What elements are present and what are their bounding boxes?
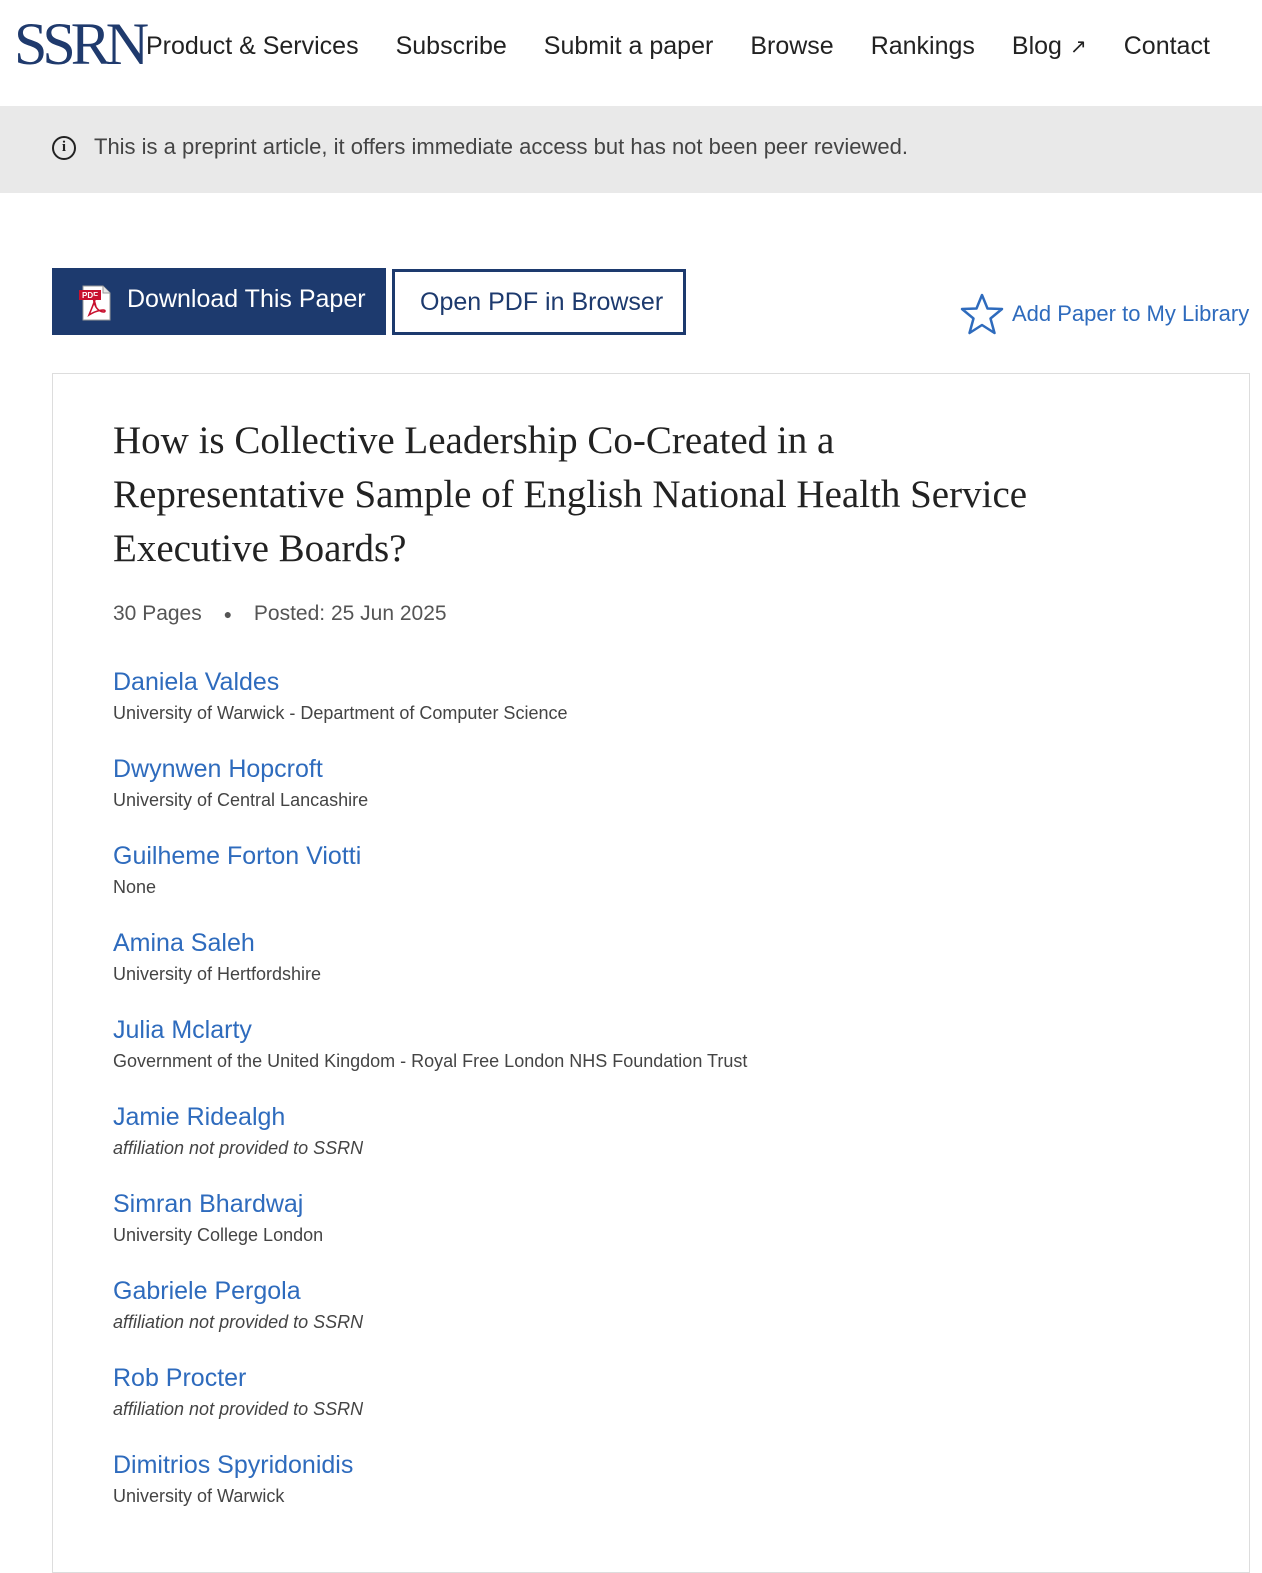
author-affiliation: University of Hertfordshire [113,964,322,984]
author-item [113,1447,1193,1534]
author-affiliation: Government of the United Kingdom - Royal Free London NHS Foundation Trust [113,1051,748,1071]
external-link-icon: ↗ [1069,35,1087,58]
author-affiliation: affiliation not provided to SSRN [113,1399,364,1419]
author-affiliation: affiliation not provided to SSRN [113,1312,364,1332]
site-header [0,0,1262,106]
open-pdf-button[interactable] [392,269,686,335]
author-name-link[interactable]: Daniela Valdes [113,668,280,696]
add-to-library-label: Add Paper to My Library [1012,301,1250,326]
nav-browse[interactable]: Browse [750,31,834,60]
nav-subscribe[interactable]: Subscribe [395,31,507,60]
star-icon [960,292,1004,336]
author-name-link[interactable]: Gabriele Pergola [113,1277,301,1305]
nav-blog-label: Blog [1011,31,1062,60]
svg-text:PDF: PDF [82,291,98,300]
author-item [113,1186,1193,1273]
paper-meta [113,602,447,626]
nav-submit-paper[interactable]: Submit a paper [543,31,714,60]
page-count: 30 Pages [113,602,202,625]
author-item [113,1099,1193,1186]
author-affiliation: University of Central Lancashire [113,790,369,810]
preprint-message: This is a preprint article, it offers immediate access but has not been peer reviewed. [94,134,908,159]
pdf-file-icon [79,285,113,321]
author-affiliation: None [113,877,157,897]
preprint-banner [0,106,1262,193]
paper-card [52,373,1250,1573]
nav-rankings[interactable]: Rankings [870,31,975,60]
author-item [113,1012,1193,1099]
author-item [113,751,1193,838]
author-name-link[interactable]: Julia Mclarty [113,1016,252,1044]
author-name-link[interactable]: Guilheme Forton Viotti [113,842,362,870]
main-nav [146,30,1247,62]
author-name-link[interactable]: Jamie Ridealgh [113,1103,286,1131]
author-affiliation: University College London [113,1225,324,1245]
nav-blog[interactable] [1012,32,1087,61]
open-pdf-label: Open PDF in Browser [420,288,664,316]
separator-dot: ● [223,606,233,623]
author-list [113,664,1193,1534]
author-item [113,1273,1193,1360]
add-to-library-link[interactable] [960,292,1249,336]
download-paper-button[interactable] [52,268,386,335]
paper-title: How is Collective Leadership Co-Created in a Representative Sample of English National Health Service Executive Boards? [113,419,1028,570]
author-affiliation: University of Warwick - Department of Computer Science [113,703,568,723]
nav-contact[interactable]: Contact [1123,31,1210,60]
author-affiliation: University of Warwick [113,1486,285,1506]
posted-date: Posted: 25 Jun 2025 [253,602,447,625]
info-icon: i [52,136,76,160]
nav-product-services[interactable]: Product & Services [146,31,359,60]
author-name-link[interactable]: Simran Bhardwaj [113,1190,304,1218]
author-name-link[interactable]: Rob Procter [113,1364,247,1392]
author-name-link[interactable]: Dimitrios Spyridonidis [113,1451,354,1479]
author-name-link[interactable]: Amina Saleh [113,929,255,957]
author-affiliation: affiliation not provided to SSRN [113,1138,364,1158]
author-item [113,1360,1193,1447]
author-name-link[interactable]: Dwynwen Hopcroft [113,755,323,783]
ssrn-logo[interactable]: SSRN [14,11,145,77]
download-paper-label: Download This Paper [127,285,366,313]
author-item [113,925,1193,1012]
author-item [113,664,1193,751]
author-item [113,838,1193,925]
